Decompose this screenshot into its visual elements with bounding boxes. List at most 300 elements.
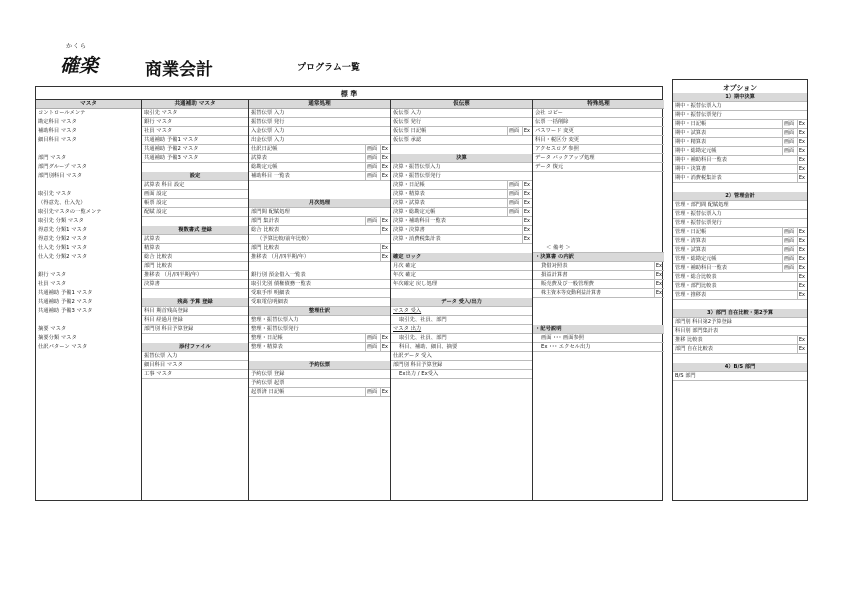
- menu-item-label: B/S 部門: [675, 373, 696, 379]
- menu-item[interactable]: [249, 217, 390, 226]
- excel-tag: Ex: [381, 227, 388, 233]
- menu-item[interactable]: [391, 343, 532, 352]
- menu-item-label: 画面 設定: [144, 191, 167, 197]
- menu-item[interactable]: [391, 280, 532, 289]
- menu-item[interactable]: [36, 289, 141, 298]
- menu-item[interactable]: [142, 352, 248, 361]
- menu-item[interactable]: [533, 127, 664, 136]
- screen-tag: 画面: [366, 146, 377, 152]
- excel-tag: Ex: [798, 229, 805, 235]
- menu-item[interactable]: [36, 280, 141, 289]
- menu-item[interactable]: [36, 343, 141, 352]
- menu-item-label: ・決算書 の内訳: [535, 254, 574, 260]
- screen-tag: 画面: [783, 238, 794, 244]
- menu-item[interactable]: [249, 280, 390, 289]
- menu-item-label: 期中・決算書: [675, 166, 707, 172]
- menu-item[interactable]: [533, 334, 664, 343]
- menu-item[interactable]: [36, 334, 141, 343]
- menu-item[interactable]: [673, 165, 807, 174]
- menu-item[interactable]: [249, 145, 390, 154]
- menu-item-label: 管理・清算表: [675, 238, 707, 244]
- menu-item-label: 損益計算書: [541, 272, 568, 278]
- menu-item-label: 振替伝票 入力: [144, 353, 178, 359]
- menu-item-label: 整理・日記帳: [251, 335, 283, 341]
- menu-item[interactable]: [673, 129, 807, 138]
- excel-tag: Ex: [798, 247, 805, 253]
- menu-item-label: マスタ 出力: [393, 326, 422, 332]
- menu-item[interactable]: [249, 109, 390, 118]
- menu-item-label: 総勘定元帳: [251, 164, 278, 170]
- menu-item-label: 複数書式 登録: [178, 227, 212, 233]
- menu-item[interactable]: [673, 210, 807, 219]
- excel-tag: Ex: [798, 346, 805, 352]
- menu-item[interactable]: [391, 325, 532, 334]
- menu-item-label: 仕入先 分類1 マスタ: [38, 245, 88, 251]
- spacer-row: [249, 190, 390, 199]
- menu-item[interactable]: [36, 172, 141, 181]
- menu-item[interactable]: [391, 208, 532, 217]
- menu-item-label: 総合 比較表: [144, 254, 173, 260]
- menu-item-label: 整理・精算表: [251, 344, 283, 350]
- menu-item-label: 管理・補助科目一覧表: [675, 265, 727, 271]
- spacer-row: [36, 316, 141, 325]
- screen-tag: 画面: [508, 191, 519, 197]
- section-heading: [391, 298, 532, 307]
- excel-tag: Ex: [523, 236, 530, 242]
- menu-item-label: 科目別 部門集計表: [675, 328, 719, 334]
- menu-item[interactable]: [673, 237, 807, 246]
- menu-item[interactable]: [142, 208, 248, 217]
- menu-item[interactable]: [533, 280, 664, 289]
- menu-item[interactable]: [142, 361, 248, 370]
- excel-tag: Ex: [523, 200, 530, 206]
- menu-item-label: 決算・補助科目一覧表: [393, 218, 446, 224]
- menu-item[interactable]: [391, 271, 532, 280]
- menu-item-label: 決算: [456, 155, 467, 161]
- menu-item[interactable]: [249, 253, 390, 262]
- menu-item[interactable]: [673, 201, 807, 210]
- menu-item-label: 共通補助 予備1 マスタ: [144, 137, 199, 143]
- column-5: [533, 100, 664, 500]
- menu-item-label: 仮伝票 承認: [393, 137, 422, 143]
- menu-item[interactable]: [36, 235, 141, 244]
- menu-item-label: 管理・総合比較表: [675, 274, 717, 280]
- menu-item-label: 社員 マスタ: [144, 128, 173, 134]
- menu-item[interactable]: [142, 190, 248, 199]
- menu-item[interactable]: [36, 127, 141, 136]
- menu-item[interactable]: [36, 163, 141, 172]
- menu-item-label: 決算・決算書: [393, 227, 425, 233]
- menu-item[interactable]: [142, 136, 248, 145]
- menu-item-label: 伝票 一括削除: [535, 119, 569, 125]
- menu-item[interactable]: [36, 226, 141, 235]
- menu-item[interactable]: [142, 181, 248, 190]
- menu-item[interactable]: [391, 262, 532, 271]
- menu-item-label: 仕訳パターン マスタ: [38, 344, 88, 350]
- menu-item-label: 銀行 マスタ: [38, 272, 67, 278]
- excel-tag: Ex: [798, 157, 805, 163]
- menu-item[interactable]: [36, 217, 141, 226]
- menu-item[interactable]: [673, 282, 807, 291]
- menu-item[interactable]: [673, 174, 807, 183]
- menu-item[interactable]: [533, 289, 664, 298]
- menu-item[interactable]: [391, 136, 532, 145]
- menu-item[interactable]: [533, 136, 664, 145]
- menu-item[interactable]: [249, 235, 390, 244]
- menu-item[interactable]: [142, 370, 248, 379]
- menu-item[interactable]: [36, 307, 141, 316]
- menu-item-label: 振替伝票 入力: [251, 110, 285, 116]
- menu-item[interactable]: [249, 226, 390, 235]
- menu-item-label: データ バックアップ処理: [535, 155, 595, 161]
- menu-item-label: コントロールメンテ: [38, 110, 86, 116]
- menu-item-label: データ 復元: [535, 164, 564, 170]
- menu-item-label: 勘定科目 マスタ: [38, 119, 77, 125]
- menu-item-label: 予約伝票: [308, 362, 331, 368]
- standard-panel: [35, 86, 663, 501]
- menu-item-label: 社員 マスタ: [38, 281, 67, 287]
- menu-item-label: 仮伝票 入力: [393, 110, 422, 116]
- excel-tag: Ex: [381, 389, 388, 395]
- menu-item[interactable]: [249, 136, 390, 145]
- spacer-row: [533, 226, 664, 235]
- section-heading: [142, 343, 248, 352]
- section-heading: [533, 325, 664, 334]
- menu-item-label: 管理・日記帳: [675, 229, 707, 235]
- spacer-row: [673, 354, 807, 363]
- menu-item-label: 月次 確定: [393, 263, 416, 269]
- menu-item[interactable]: [673, 156, 807, 165]
- section-heading: [142, 226, 248, 235]
- menu-item[interactable]: [142, 271, 248, 280]
- menu-item[interactable]: [249, 244, 390, 253]
- menu-item-label: 工事 マスタ: [144, 371, 173, 377]
- menu-item[interactable]: [36, 190, 141, 199]
- column-header: 特殊処理: [533, 100, 664, 109]
- section-heading: [391, 154, 532, 163]
- spacer-row: [533, 307, 664, 316]
- excel-tag: Ex: [381, 344, 388, 350]
- menu-item[interactable]: [142, 244, 248, 253]
- menu-item-label: Ex出力 / Ex受入: [399, 371, 439, 377]
- screen-tag: 画面: [366, 344, 377, 350]
- menu-item-label: 部門別 科目予算登録: [393, 362, 443, 368]
- menu-item-label: 得意先 分類2 マスタ: [38, 236, 88, 242]
- menu-item-label: 精算表: [144, 245, 160, 251]
- menu-item-label: 取引先、社員、部門: [399, 335, 447, 341]
- menu-item[interactable]: [36, 118, 141, 127]
- menu-item-label: 決算・日記帳: [393, 182, 425, 188]
- menu-item-label: 総合 比較表: [251, 227, 280, 233]
- menu-item[interactable]: [673, 246, 807, 255]
- menu-item-label: ・記号説明: [535, 326, 562, 332]
- spacer-row: [36, 262, 141, 271]
- menu-item[interactable]: [673, 273, 807, 282]
- excel-tag: Ex: [523, 182, 530, 188]
- section-heading: [249, 307, 390, 316]
- menu-item-label: 残高 予算 登録: [177, 299, 213, 305]
- menu-item[interactable]: [249, 316, 390, 325]
- menu-item-label: Ex ･･･ エクセル出力: [541, 344, 591, 350]
- menu-item[interactable]: [249, 298, 390, 307]
- menu-item-label: 仕訳データ 受入: [393, 353, 432, 359]
- menu-item[interactable]: [391, 307, 532, 316]
- menu-item[interactable]: [391, 235, 532, 244]
- menu-item-label: 摘要 マスタ: [38, 326, 67, 332]
- menu-item[interactable]: [36, 136, 141, 145]
- column-header: マスタ: [36, 100, 141, 109]
- menu-item[interactable]: [249, 208, 390, 217]
- menu-item[interactable]: [533, 145, 664, 154]
- menu-item[interactable]: [36, 244, 141, 253]
- menu-item-label: 推移 比較表: [675, 337, 703, 343]
- menu-item[interactable]: [673, 102, 807, 111]
- menu-item-label: 管理・推移表: [675, 292, 707, 298]
- menu-item[interactable]: [249, 289, 390, 298]
- excel-tag: Ex: [381, 218, 388, 224]
- menu-item[interactable]: [249, 127, 390, 136]
- menu-item[interactable]: [142, 280, 248, 289]
- menu-item[interactable]: [533, 343, 664, 352]
- menu-item[interactable]: [249, 370, 390, 379]
- menu-item[interactable]: [249, 325, 390, 334]
- menu-item[interactable]: [36, 325, 141, 334]
- menu-item[interactable]: [142, 325, 248, 334]
- excel-tag: Ex: [798, 175, 805, 181]
- menu-item[interactable]: [249, 163, 390, 172]
- menu-item[interactable]: [673, 120, 807, 129]
- menu-item-label: 期中・日記帳: [675, 121, 707, 127]
- menu-item-label: 細目科目 マスタ: [38, 137, 77, 143]
- menu-item-label: 部門別科目 マスタ: [38, 173, 83, 179]
- menu-item[interactable]: [142, 307, 248, 316]
- excel-tag: Ex: [381, 173, 388, 179]
- menu-item[interactable]: [673, 345, 807, 354]
- menu-item[interactable]: [249, 388, 390, 397]
- menu-item-label: 補助科目 一覧表: [251, 173, 290, 179]
- section-heading: [391, 253, 532, 262]
- menu-item[interactable]: [142, 316, 248, 325]
- menu-item[interactable]: [533, 118, 664, 127]
- menu-item-label: 年次 確定: [393, 272, 416, 278]
- screen-tag: 画面: [366, 335, 377, 341]
- menu-item[interactable]: [249, 379, 390, 388]
- menu-item-label: 整理・振替伝票入力: [251, 317, 299, 323]
- menu-item-label: 部門別 科目第2予算登録: [675, 319, 732, 325]
- menu-item-label: 科目 期首残高登録: [144, 308, 189, 314]
- screen-tag: 画面: [783, 247, 794, 253]
- excel-tag: Ex: [523, 218, 530, 224]
- menu-item[interactable]: [142, 127, 248, 136]
- menu-item[interactable]: [391, 109, 532, 118]
- excel-tag: Ex: [798, 139, 805, 145]
- menu-item[interactable]: [673, 111, 807, 120]
- menu-item[interactable]: [249, 154, 390, 163]
- section-heading: [673, 363, 807, 372]
- menu-item-label: 管理・試算表: [675, 247, 707, 253]
- menu-item[interactable]: [142, 253, 248, 262]
- menu-item-label: 株主資本等変動利益計算書: [541, 290, 602, 296]
- menu-item[interactable]: [533, 109, 664, 118]
- menu-item-label: 決算・振替伝票発行: [393, 173, 441, 179]
- menu-item[interactable]: [673, 327, 807, 336]
- menu-item-label: 配賦 設定: [144, 209, 167, 215]
- menu-item[interactable]: [142, 262, 248, 271]
- menu-item[interactable]: [249, 271, 390, 280]
- menu-item[interactable]: [673, 228, 807, 237]
- menu-item-label: 管理・振替伝票入力: [675, 211, 722, 217]
- menu-item[interactable]: [673, 372, 807, 381]
- menu-item[interactable]: [673, 219, 807, 228]
- menu-item-label: 受取電信明細表: [251, 299, 289, 305]
- menu-item-label: 予約伝票 起票: [251, 380, 285, 386]
- menu-item[interactable]: [391, 163, 532, 172]
- menu-item[interactable]: [673, 336, 807, 345]
- screen-tag: 画面: [783, 256, 794, 262]
- column-header: 共通補助 マスタ: [142, 100, 248, 109]
- menu-item-label: 確定 ロック: [393, 254, 422, 260]
- spacer-row: [142, 217, 248, 226]
- menu-item[interactable]: [391, 352, 532, 361]
- excel-tag: Ex: [798, 274, 805, 280]
- menu-item[interactable]: [391, 334, 532, 343]
- menu-item-label: 仕入先 分類2 マスタ: [38, 254, 88, 260]
- section-heading: [673, 192, 807, 201]
- menu-item[interactable]: [142, 235, 248, 244]
- menu-item[interactable]: [391, 199, 532, 208]
- menu-item[interactable]: [391, 370, 532, 379]
- menu-item-label: 部門 比較表: [144, 263, 173, 269]
- menu-item[interactable]: [36, 199, 141, 208]
- excel-tag: Ex: [655, 281, 662, 287]
- menu-item-label: （得意先、仕入先）: [38, 200, 86, 206]
- menu-item[interactable]: [391, 361, 532, 370]
- menu-item[interactable]: [36, 253, 141, 262]
- menu-item[interactable]: [36, 271, 141, 280]
- screen-tag: 画面: [508, 200, 519, 206]
- menu-item-label: 期中・総勘定元帳: [675, 148, 717, 154]
- menu-item-label: 部門 集計表: [251, 218, 280, 224]
- screen-tag: 画面: [366, 164, 377, 170]
- menu-item[interactable]: [391, 316, 532, 325]
- menu-item-label: 決算・総勘定元帳: [393, 209, 436, 215]
- menu-item[interactable]: [391, 190, 532, 199]
- menu-item[interactable]: [249, 343, 390, 352]
- spacer-row: [142, 163, 248, 172]
- menu-item[interactable]: [673, 147, 807, 156]
- menu-item-label: 部門 比較表: [251, 245, 280, 251]
- spacer-row: [391, 145, 532, 154]
- menu-item-label: 振替伝票 発行: [251, 119, 285, 125]
- menu-item-label: 仮伝票 発行: [393, 119, 422, 125]
- menu-item[interactable]: [36, 109, 141, 118]
- menu-item[interactable]: [673, 138, 807, 147]
- menu-item[interactable]: [533, 262, 664, 271]
- spacer-row: [533, 235, 664, 244]
- excel-tag: Ex: [798, 256, 805, 262]
- menu-item-label: 設定: [189, 173, 201, 179]
- menu-item-label: 3）部門 自在比較・第2予算: [706, 310, 774, 316]
- spacer-row: [673, 300, 807, 309]
- menu-item[interactable]: [391, 172, 532, 181]
- menu-item-label: 摘要分類 マスタ: [38, 335, 77, 341]
- menu-item-label: 画面 ･･･ 画面参照: [541, 335, 585, 341]
- menu-item[interactable]: [673, 264, 807, 273]
- spacer-row: [533, 172, 664, 181]
- screen-tag: 画面: [508, 209, 519, 215]
- menu-item[interactable]: [533, 244, 664, 253]
- excel-tag: Ex: [798, 121, 805, 127]
- menu-item-label: 科目 経過月登録: [144, 317, 183, 323]
- menu-item[interactable]: [142, 154, 248, 163]
- menu-item[interactable]: [673, 318, 807, 327]
- menu-item-label: 決算・試算表: [393, 200, 425, 206]
- section-heading: [142, 298, 248, 307]
- menu-item-label: 補助科目 マスタ: [38, 128, 77, 134]
- menu-item[interactable]: [249, 334, 390, 343]
- page-title: プログラム一覧: [297, 63, 360, 73]
- logo: 確楽: [60, 55, 99, 77]
- menu-item-label: 共通補助 予備3 マスタ: [144, 155, 199, 161]
- screen-tag: 画面: [783, 139, 794, 145]
- menu-item[interactable]: [142, 118, 248, 127]
- menu-item-label: 科目・税区分 変更: [535, 137, 580, 143]
- section-heading: [533, 253, 664, 262]
- menu-item-label: 期中・消費税集計表: [675, 175, 722, 181]
- menu-item[interactable]: [533, 154, 664, 163]
- menu-item[interactable]: [673, 255, 807, 264]
- menu-item-label: 取引先 マスタ: [38, 191, 72, 197]
- excel-tag: Ex: [523, 227, 530, 233]
- menu-item[interactable]: [533, 163, 664, 172]
- menu-item-label: 月次処理: [308, 200, 331, 206]
- logo-furigana: かくら: [66, 43, 88, 50]
- menu-item[interactable]: [391, 127, 532, 136]
- menu-item-label: アクセスログ 参照: [535, 146, 579, 152]
- menu-item-label: 管理・振替伝票発行: [675, 220, 722, 226]
- spacer-row: [533, 316, 664, 325]
- menu-item[interactable]: [36, 298, 141, 307]
- menu-item[interactable]: [142, 145, 248, 154]
- menu-item[interactable]: [391, 118, 532, 127]
- screen-tag: 画面: [783, 265, 794, 271]
- menu-item[interactable]: [142, 109, 248, 118]
- menu-item[interactable]: [142, 199, 248, 208]
- menu-item-label: 部門 マスタ: [38, 155, 67, 161]
- menu-item[interactable]: [249, 118, 390, 127]
- menu-item-label: 部門 自在比較表: [675, 346, 713, 352]
- menu-item[interactable]: [36, 208, 141, 217]
- menu-item[interactable]: [533, 271, 664, 280]
- section-heading: [249, 361, 390, 370]
- menu-item[interactable]: [391, 181, 532, 190]
- menu-item[interactable]: [36, 154, 141, 163]
- excel-tag: Ex: [798, 166, 805, 172]
- menu-item-label: 期中・補助科目一覧表: [675, 157, 727, 163]
- menu-item[interactable]: [391, 226, 532, 235]
- menu-item-label: 予約伝票 登録: [251, 371, 285, 377]
- menu-item-label: 貸借対照表: [541, 263, 568, 269]
- menu-item[interactable]: [249, 172, 390, 181]
- menu-item-label: 整理・振替伝票発行: [251, 326, 299, 332]
- menu-item-label: 受取手形 明細表: [251, 290, 290, 296]
- menu-item-label: 期中・試算表: [675, 130, 707, 136]
- menu-item[interactable]: [673, 291, 807, 300]
- column-4: [391, 100, 533, 500]
- column-header: 仮伝票: [391, 100, 532, 109]
- excel-tag: Ex: [798, 238, 805, 244]
- menu-item[interactable]: [391, 217, 532, 226]
